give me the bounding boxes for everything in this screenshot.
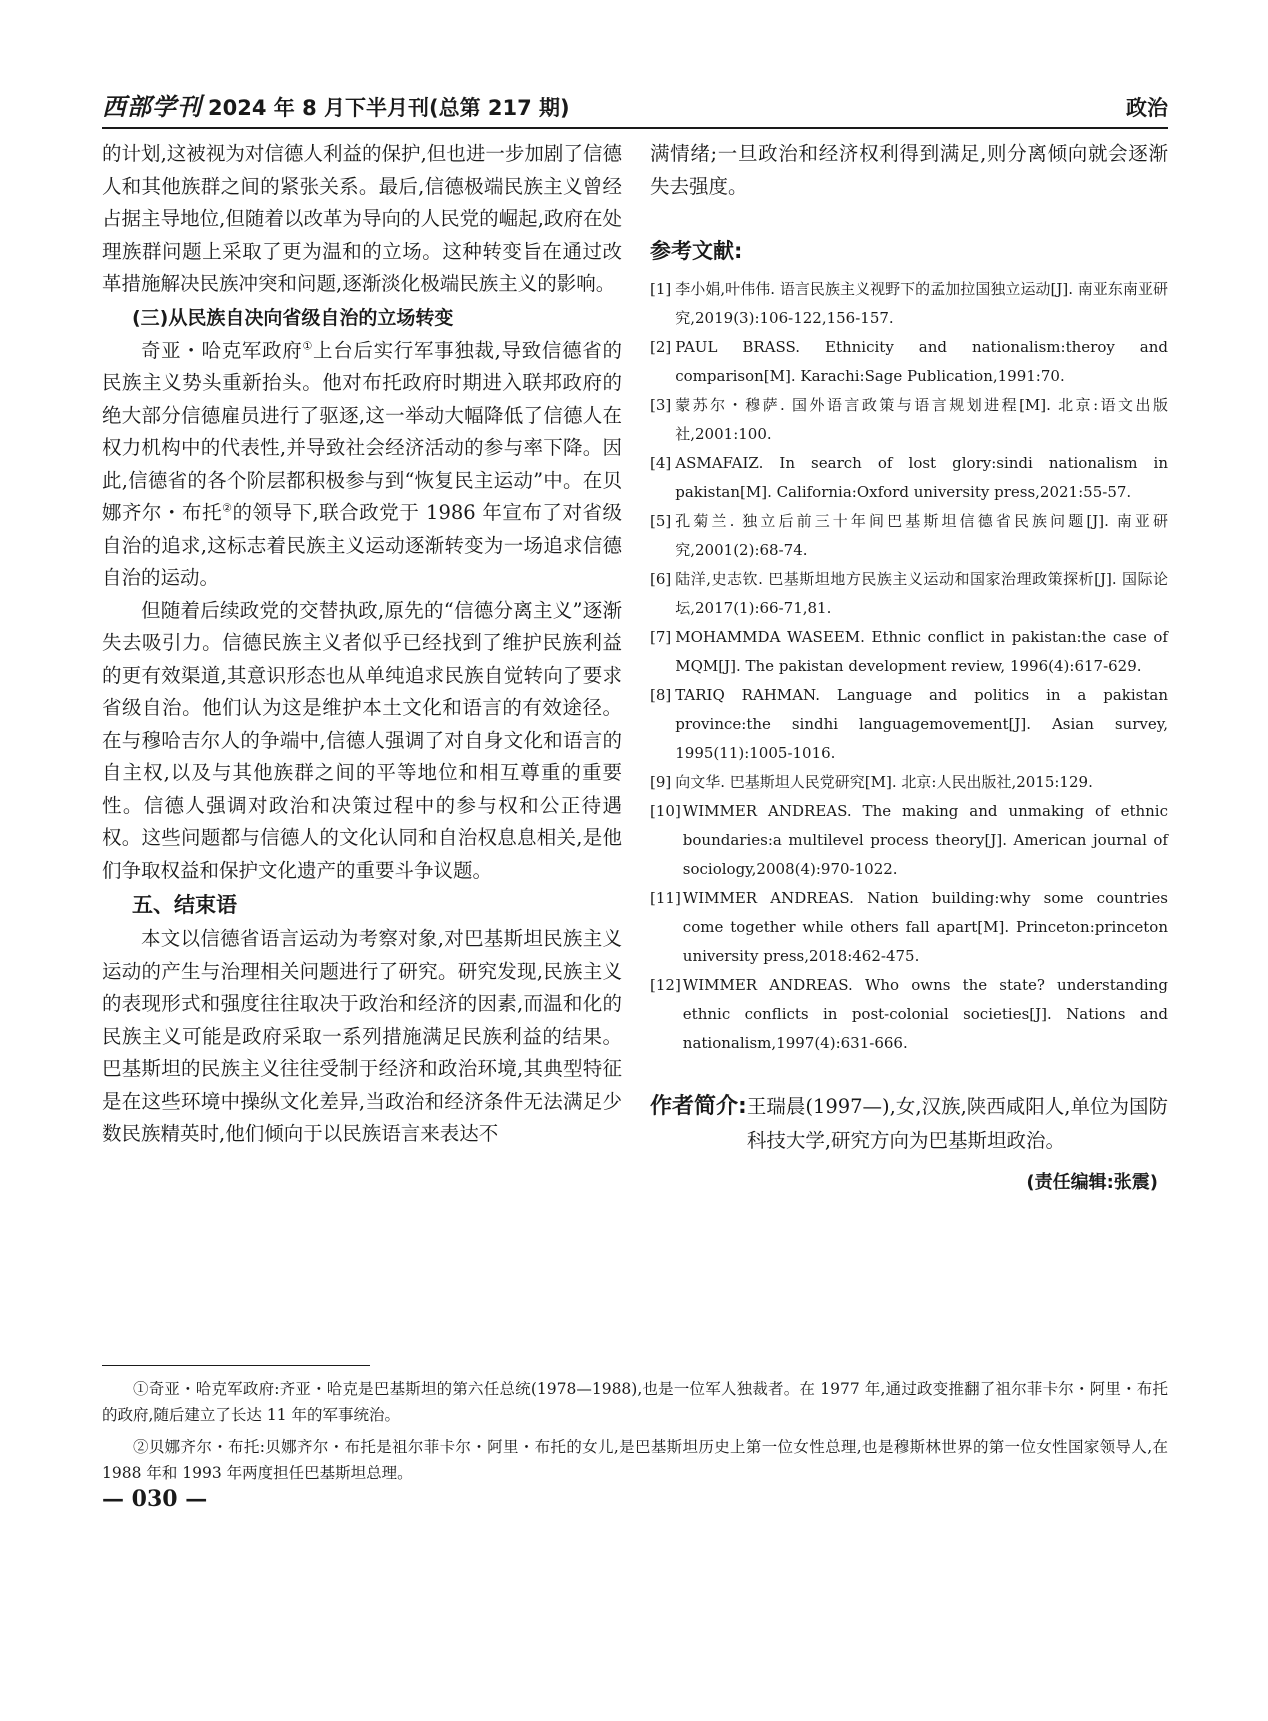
journal-logo: 西部学刊 [102, 92, 202, 121]
reference-number: [9] [650, 773, 672, 791]
body-paragraph: 但随着后续政党的交替执政,原先的“信德分离主义”逐渐失去吸引力。信德民族主义者似乎已经找到了维护民族利益的更有效渠道,其意识形态也从单纯追求民族自觉转向了要求省级自治。他们认为这是维护本土文化和语言的有效途径。在与穆哈吉尔人的争端中,信德人强调了对自身文化和语言的自主权,以及与其他族群之间的平等地位和相互尊重的重要性。信德人强调对政治和决策过程中的参与权和公正待遇权。这些问题都与信德人的文化认同和自治权息息相关,是他们争取权益和保护文化遗产的重要斗争议题。 [102, 598, 622, 882]
reference-number: [8] [650, 686, 672, 704]
reference-number: [6] [650, 570, 672, 588]
body-paragraph: 满情绪;一旦政治和经济权利得到满足,则分离倾向就会逐渐失去强度。 [650, 142, 1168, 198]
reference-item [650, 507, 1168, 565]
reference-item [650, 884, 1168, 971]
body-paragraph: 的计划,这被视为对信德人利益的保护,但也进一步加剧了信德人和其他族群之间的紧张关系。最后,信德极端民族主义曾经占据主导地位,但随着以改革为导向的人民党的崛起,政府在处理族群问题上采取了更为温和的立场。这种转变旨在通过改革措施解决民族冲突和问题,逐渐淡化极端民族主义的影响。 [102, 142, 622, 295]
author-bio [650, 1090, 1168, 1158]
footnote-marker[interactable]: ② [222, 501, 233, 515]
footnote-rule [102, 1365, 370, 1366]
references-title: 参考文献: [650, 239, 743, 263]
subsection-heading: (三)从民族自决向省级自治的立场转变 [132, 306, 454, 329]
reference-item [650, 449, 1168, 507]
masthead [102, 87, 570, 122]
section-name: 政治 [1126, 96, 1168, 120]
footnote-marker[interactable]: ① [302, 339, 314, 352]
section-heading: 五、结束语 [132, 893, 237, 917]
reference-item [650, 623, 1168, 681]
reference-number: [2] [650, 338, 672, 356]
reference-number: [7] [650, 628, 672, 646]
page-number: — 030 — [102, 1486, 208, 1512]
reference-number: [5] [650, 512, 672, 530]
page-header [102, 88, 1168, 122]
author-text: 王瑞晨(1997—),女,汉族,陕西咸阳人,单位为国防科技大学,研究方向为巴基斯坦政治。 [746, 1095, 1168, 1152]
footnotes [102, 1376, 1168, 1492]
reference-text: 孔菊兰. 独立后前三十年间巴基斯坦信德省民族问题[J]. 南亚研究,2001(2):68-74. [675, 512, 1168, 559]
reference-text: TARIQ RAHMAN. Language and politics in a pakistan province:the sindhi languagemovement[J]. Asian survey, 1995(11):1005-1016. [675, 686, 1168, 762]
left-column [102, 138, 622, 1151]
reference-item [650, 391, 1168, 449]
reference-item [650, 681, 1168, 768]
reference-number: [1] [650, 280, 672, 298]
reference-text: MOHAMMDA WASEEM. Ethnic conflict in pakistan:the case of MQM[J]. The pakistan development review, 1996(4):617-629. [675, 628, 1168, 675]
text-run: 奇亚・哈克军政府 [141, 338, 303, 362]
right-column [650, 138, 1168, 1198]
header-rule [102, 127, 1168, 129]
issue-info: 2024 年 8 月下半月刊(总第 217 期) [208, 96, 570, 120]
text-run: 上台后实行军事独裁,导致信德省的民族主义势头重新抬头。他对布托政府时期进入联邦政府的绝大部分信德雇员进行了驱逐,这一举动大幅降低了信德人在权力机构中的代表性,并导致社会经济活动的参与率下降。因此,信德省的各个阶层都积极参与到“恢复民主运动”中。在贝娜齐尔・布托 [102, 338, 622, 524]
text-run: 的领导下,联合政党于 1986 年宣布了对省级自治的追求,这标志着民族主义运动逐渐转变为一场追求信德自治的运动。 [102, 501, 622, 589]
references-list [650, 275, 1168, 1058]
reference-text: 陆洋,史志钦. 巴基斯坦地方民族主义运动和国家治理政策探析[J]. 国际论坛,2017(1):66-71,81. [675, 570, 1168, 617]
reference-text: WIMMER ANDREAS. Who owns the state? understanding ethnic conflicts in post-colonial societies[J]. Nations and nationalism,1997(4):631-666. [682, 976, 1168, 1052]
reference-number: [12] [650, 976, 681, 994]
reference-text: 蒙苏尔・穆萨. 国外语言政策与语言规划进程[M]. 北京:语文出版社,2001:100. [675, 396, 1168, 443]
reference-item [650, 333, 1168, 391]
reference-item [650, 768, 1168, 797]
footnote: ①奇亚・哈克军政府:齐亚・哈克是巴基斯坦的第六任总统(1978—1988),也是一位军人独裁者。在 1977 年,通过政变推翻了祖尔菲卡尔・阿里・布托的政府,随后建立了长达 11 年的军事统治。 [102, 1380, 1168, 1424]
reference-number: [11] [650, 889, 681, 907]
reference-number: [3] [650, 396, 672, 414]
body-paragraph: 本文以信德省语言运动为考察对象,对巴基斯坦民族主义运动的产生与治理相关问题进行了研究。研究发现,民族主义的表现形式和强度往往取决于政治和经济的因素,而温和化的民族主义可能是政府采取一系列措施满足民族利益的结果。巴基斯坦的民族主义往往受制于经济和政治环境,其典型特征是在这些环境中操纵文化差异,当政治和经济条件无法满足少数民族精英时,他们倾向于以民族语言来表达不 [102, 927, 622, 1145]
reference-number: [10] [650, 802, 681, 820]
reference-text: PAUL BRASS. Ethnicity and nationalism:theroy and comparison[M]. Karachi:Sage Publication,1991:70. [675, 338, 1168, 385]
reference-text: 李小娟,叶伟伟. 语言民族主义视野下的孟加拉国独立运动[J]. 南亚东南亚研究,2019(3):106-122,156-157. [675, 280, 1168, 327]
reference-item [650, 797, 1168, 884]
reference-item [650, 971, 1168, 1058]
reference-text: WIMMER ANDREAS. The making and unmaking of ethnic boundaries:a multilevel process theory[J]. American journal of sociology,2008(4):970-1022. [682, 802, 1168, 878]
reference-number: [4] [650, 454, 672, 472]
reference-text: WIMMER ANDREAS. Nation building:why some countries come together while others fall apart[M]. Princeton:princeton university press,2018:462-475. [682, 889, 1168, 965]
reference-item [650, 565, 1168, 623]
reference-text: ASMAFAIZ. In search of lost glory:sindi nationalism in pakistan[M]. California:Oxford university press,2021:55-57. [675, 454, 1168, 501]
reference-item [650, 275, 1168, 333]
author-label: 作者简介: [650, 1094, 747, 1119]
body-paragraph [102, 335, 622, 595]
reference-text: 向文华. 巴基斯坦人民党研究[M]. 北京:人民出版社,2015:129. [675, 773, 1093, 791]
responsible-editor: (责任编辑:张震) [1026, 1172, 1158, 1193]
footnote: ②贝娜齐尔・布托:贝娜齐尔・布托是祖尔菲卡尔・阿里・布托的女儿,是巴基斯坦历史上第一位女性总理,也是穆斯林世界的第一位女性国家领导人,在 1988 年和 1993 年两度担任巴基斯坦总理。 [102, 1438, 1168, 1482]
